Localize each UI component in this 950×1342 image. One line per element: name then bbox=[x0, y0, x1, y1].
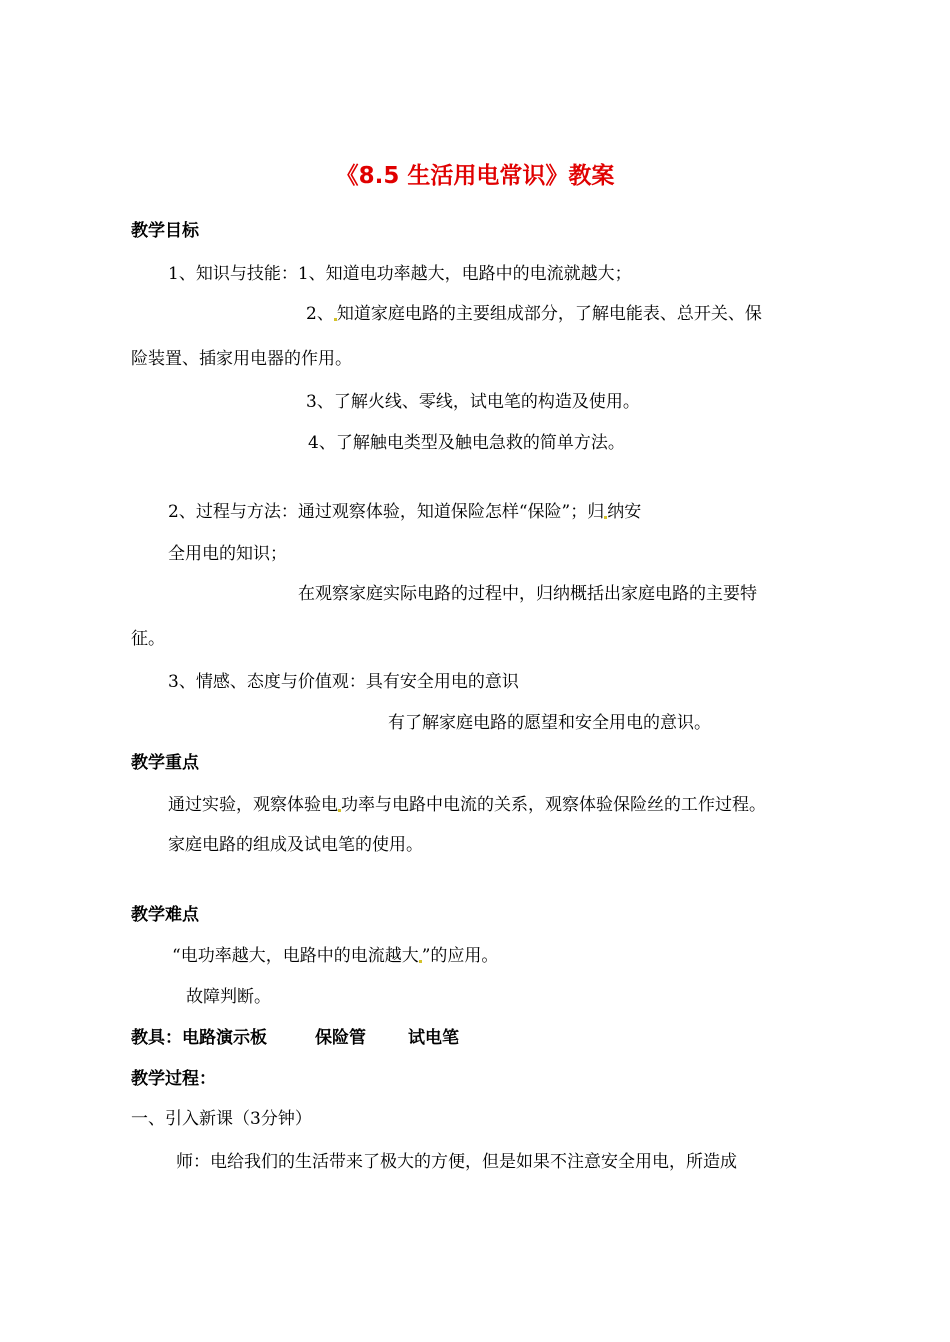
tools-item-fuse-tube: 保险管 bbox=[315, 1028, 366, 1048]
objective-3-line-2: 有了解家庭电路的愿望和安全用电的意识。 bbox=[388, 713, 711, 733]
objective-1-intro: 1、知识与技能：1、知道电功率越大，电路中的电流就越大； bbox=[168, 264, 632, 284]
key-points-heading: 教学重点 bbox=[131, 753, 199, 773]
objective-2-line-1-tail: 纳安 bbox=[607, 502, 642, 522]
objective-1-item-4: 4、了解触电类型及触电急救的简单方法。 bbox=[308, 433, 625, 453]
objective-2-line-1 bbox=[168, 501, 641, 523]
process-heading: 教学过程： bbox=[131, 1069, 216, 1089]
teaching-tools bbox=[131, 1027, 459, 1049]
process-teacher-line: 师：电给我们的生活带来了极大的方便，但是如果不注意安全用电，所造成 bbox=[176, 1152, 737, 1172]
key-point-1-text-b: 功率与电路中电流的关系，观察体验保险丝的工作过程。 bbox=[341, 795, 766, 815]
objective-2-line-2: 全用电的知识； bbox=[168, 544, 287, 564]
objective-2-line-3: 在观察家庭实际电路的过程中，归纳概括出家庭电路的主要特 bbox=[298, 584, 757, 604]
key-point-2: 家庭电路的组成及试电笔的使用。 bbox=[168, 835, 423, 855]
objective-1-item-3: 3、了解火线、零线，试电笔的构造及使用。 bbox=[306, 392, 640, 412]
objective-1-item-2 bbox=[306, 303, 762, 325]
objective-2-line-1-text: 2、过程与方法：通过观察体验，知道保险怎样“保险”；归 bbox=[168, 502, 605, 522]
difficulty-heading: 教学难点 bbox=[131, 905, 199, 925]
tools-item-test-pen: 试电笔 bbox=[408, 1028, 459, 1048]
document-title: 《8.5 生活用电常识》教案 bbox=[335, 163, 615, 189]
key-point-1 bbox=[168, 794, 766, 816]
objectives-heading: 教学目标 bbox=[131, 221, 199, 241]
objective-1-item-2-continuation: 险装置、插家用电器的作用。 bbox=[131, 349, 352, 369]
tools-label: 教具：电路演示板 bbox=[131, 1028, 267, 1048]
difficulty-1 bbox=[172, 945, 498, 967]
difficulty-1-text-b: ”的应用。 bbox=[421, 946, 499, 966]
objective-2-line-4: 征。 bbox=[131, 629, 165, 649]
key-point-1-text-a: 通过实验，观察体验电 bbox=[168, 795, 338, 815]
difficulty-2: 故障判断。 bbox=[186, 987, 271, 1007]
difficulty-1-text-a: “电功率越大，电路中的电流越大 bbox=[172, 946, 419, 966]
objective-1-item-2-number: 2、 bbox=[306, 304, 334, 324]
process-step-1: 一、引入新课（3分钟） bbox=[131, 1109, 312, 1129]
objective-1-item-2-text: 知道家庭电路的主要组成部分，了解电能表、总开关、保 bbox=[336, 304, 762, 324]
objective-3-line-1: 3、情感、态度与价值观：具有安全用电的意识 bbox=[168, 672, 519, 692]
